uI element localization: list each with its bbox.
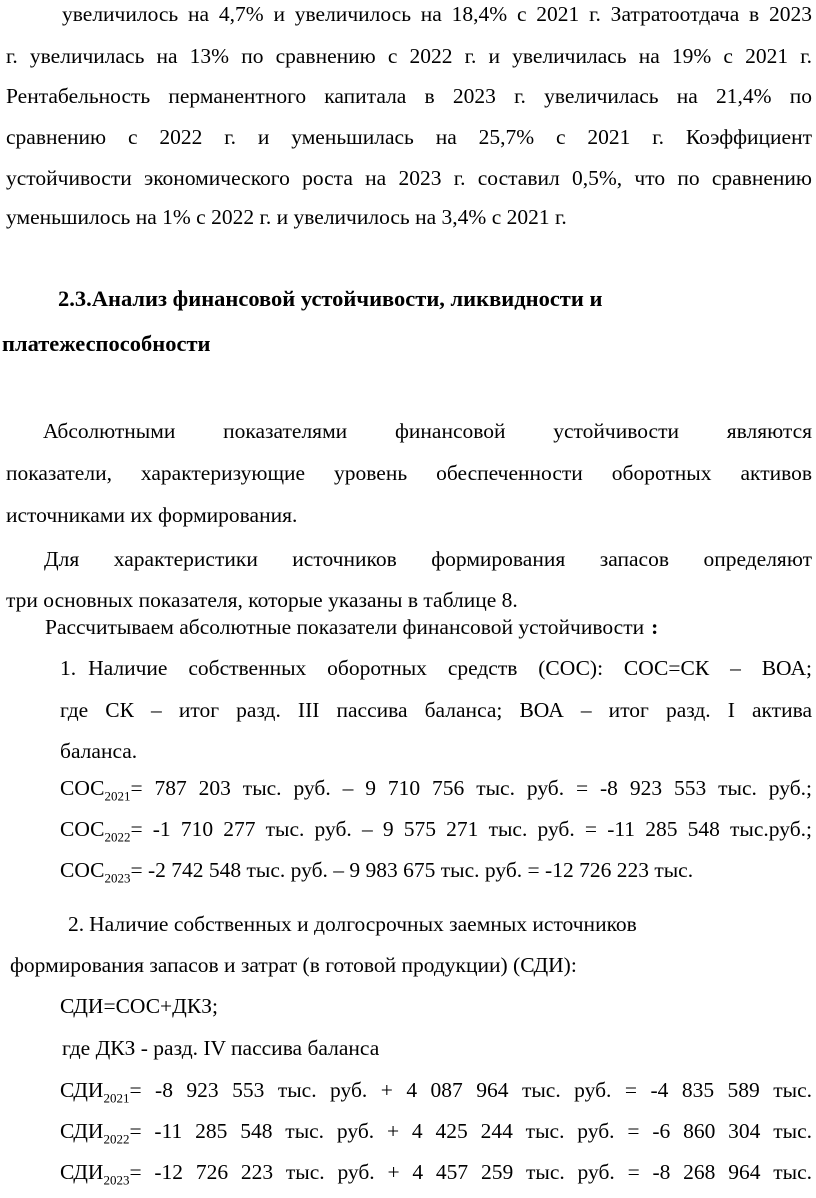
body-line: устойчивости экономического роста на 2023 г. составил 0,5%, что по сравнению	[6, 166, 812, 190]
formula-base: СОС	[60, 817, 105, 841]
formula-sdi-2022	[60, 1117, 812, 1147]
formula-subscript: 2023	[104, 870, 131, 886]
formula-rest: = -8 923 553 тыс. руб. + 4 087 964 тыс. руб. = -4 835 589 тыс.	[129, 1078, 812, 1102]
body-line: три основных показателя, которые указаны в таблице 8.	[6, 588, 518, 612]
formula-subscript: 2021	[104, 788, 131, 804]
formula-subscript: 2023	[103, 1172, 130, 1188]
formula-base: СДИ	[60, 1078, 104, 1102]
body-line: Абсолютными показателями финансовой устойчивости являются	[43, 419, 812, 443]
formula-where-clause: где ДКЗ - разд. IV пассива баланса	[62, 1036, 380, 1060]
list-item-1-line	[60, 654, 812, 684]
formula-rest: = -12 726 223 тыс. руб. + 4 457 259 тыс. руб. = -8 268 964 тыс.	[129, 1160, 812, 1184]
formula-rest: = 787 203 тыс. руб. – 9 710 756 тыс. руб. = -8 923 553 тыс. руб.;	[130, 776, 812, 800]
list-number: 2.	[68, 912, 85, 936]
body-line: Рентабельность перманентного капитала в 2023 г. увеличилась на 21,4% по	[6, 84, 812, 108]
body-line: увеличилось на 4,7% и увеличилось на 18,4% с 2021 г. Затратоотдача в 2023	[62, 2, 812, 26]
list-text: Наличие собственных и долгосрочных заемных источников	[89, 912, 637, 936]
list-text: Наличие собственных оборотных средств (СОС): СОС=СК – ВОА;	[88, 656, 812, 680]
list-item-2-line	[68, 910, 637, 940]
formula-sdi-2023	[60, 1158, 812, 1188]
body-line: г. увеличилась на 13% по сравнению с 2022 г. и увеличилась на 19% с 2021 г.	[6, 44, 812, 68]
body-line: уменьшилось на 1% с 2022 г. и увеличилось на 3,4% с 2021 г.	[6, 205, 567, 229]
formula-subscript: 2021	[103, 1090, 130, 1106]
body-line: показатели, характеризующие уровень обеспеченности оборотных активов	[6, 461, 812, 485]
formula-sdi-definition: СДИ=СОС+ДКЗ;	[60, 994, 218, 1018]
formula-base: СДИ	[60, 1119, 104, 1143]
section-heading-line: 2.3.Анализ финансовой устойчивости, ликвидности и	[58, 286, 603, 311]
formula-base: СДИ	[60, 1160, 104, 1184]
list-item-2-line: формирования запасов и затрат (в готовой продукции) (СДИ):	[10, 953, 577, 977]
formula-subscript: 2022	[103, 1131, 130, 1147]
list-item-1-line: баланса.	[60, 739, 138, 763]
body-line: Для характеристики источников формирования запасов определяют	[44, 547, 812, 571]
formula-base: СОС	[60, 858, 105, 882]
formula-base: СОС	[60, 776, 105, 800]
list-item-1-line: где СК – итог разд. III пассива баланса; ВОА – итог разд. I актива	[60, 698, 812, 722]
formula-sdi-2021	[60, 1076, 812, 1106]
list-number: 1.	[60, 656, 77, 680]
body-line: источниками их формирования.	[6, 503, 298, 527]
body-text: Рассчитываем абсолютные показатели финансовой устойчивости	[45, 615, 645, 639]
bold-colon: :	[651, 615, 659, 639]
formula-sos-2022	[60, 815, 812, 845]
formula-sos-2021	[60, 774, 812, 804]
formula-rest: = -1 710 277 тыс. руб. – 9 575 271 тыс. руб. = -11 285 548 тыс.руб.;	[130, 817, 812, 841]
formula-rest: = -2 742 548 тыс. руб. – 9 983 675 тыс. руб. = -12 726 223 тыс.	[130, 858, 694, 882]
body-line: сравнению с 2022 г. и уменьшилась на 25,7% с 2021 г. Коэффициент	[6, 125, 812, 149]
formula-subscript: 2022	[104, 829, 131, 845]
formula-rest: = -11 285 548 тыс. руб. + 4 425 244 тыс. руб. = -6 860 304 тыс.	[129, 1119, 812, 1143]
body-line	[45, 613, 658, 643]
section-heading-line: платежеспособности	[2, 331, 211, 356]
formula-sos-2023	[60, 856, 693, 886]
